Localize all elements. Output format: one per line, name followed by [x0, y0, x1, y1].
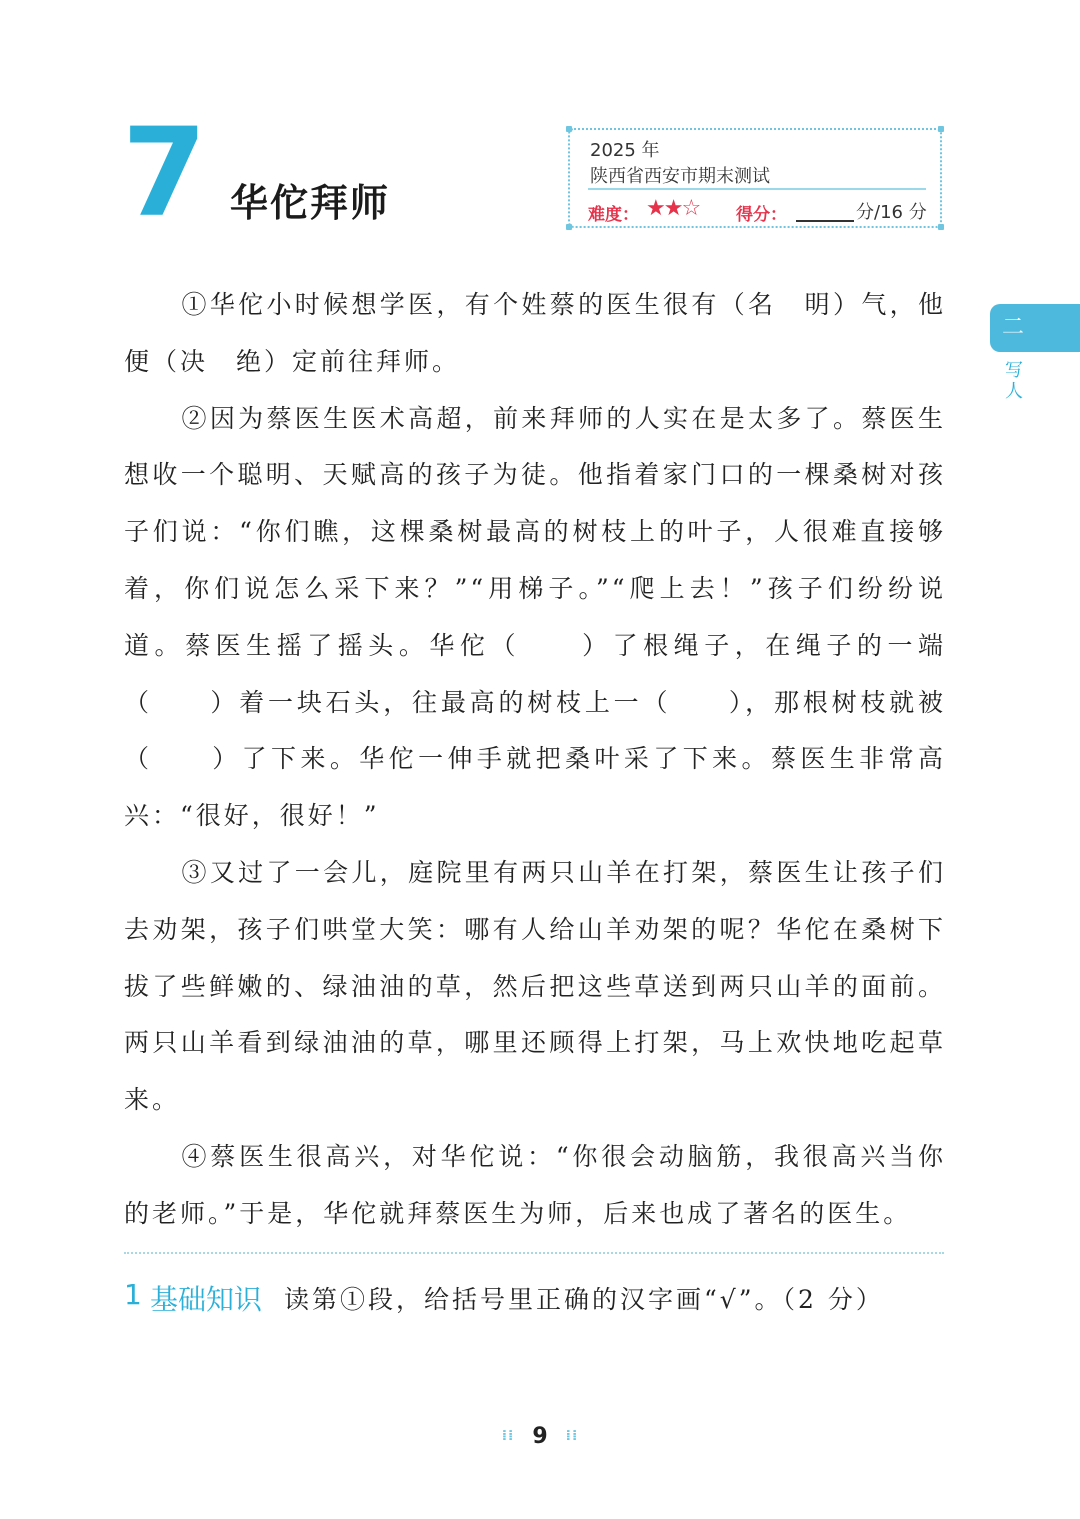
corner-decoration — [938, 224, 944, 230]
exam-year: 2025 年 — [590, 140, 660, 161]
lesson-number: 7 — [122, 102, 207, 244]
section-divider — [124, 1252, 944, 1254]
difficulty-label: 难度： — [588, 205, 639, 225]
score-label: 得分： — [736, 205, 787, 225]
dots-right-icon: ⁞⁞ — [565, 1428, 579, 1444]
question-text: 读第①段，给括号里正确的汉字画“√”。（2 分） — [284, 1285, 884, 1314]
corner-decoration — [566, 224, 572, 230]
lesson-title: 华佗拜师 — [230, 181, 391, 225]
page-footer — [0, 1424, 1080, 1449]
score-total: 分/16 分 — [856, 202, 927, 223]
difficulty-stars-icon: ★★☆ — [646, 196, 700, 221]
unit-tab[interactable]: 二 — [990, 304, 1080, 352]
paragraph-2: ②因为蔡医生医术高超，前来拜师的人实在是太多了。蔡医生想收一个聪明、天赋高的孩子为徒。他指着家门口的一棵桑树对孩子们说：“你们瞧，这棵桑树最高的树枝上的叶子，人很难直接够着，你们说怎么采下来？”“用梯子。”“爬上去！”孩子们纷纷说道。蔡医生摇了摇头。华佗（ ）了根绳子，在绳子的一端（ ）着一块石头，往最高的树枝上一（ ），那根树枝就被（ ）了下来。华佗一伸手就把桑叶采了下来。蔡医生非常高兴：“很好，很好！” — [124, 403, 946, 831]
question-category-tag: 基础知识 — [150, 1283, 263, 1316]
corner-decoration — [566, 126, 572, 132]
score-blank[interactable] — [796, 220, 854, 222]
corner-decoration — [938, 126, 944, 132]
paragraph-3: ③又过了一会儿，庭院里有两只山羊在打架，蔡医生让孩子们去劝架，孩子们哄堂大笑：哪有人给山羊劝架的呢？华佗在桑树下拔了些鲜嫩的、绿油油的草，然后把这些草送到两只山羊的面前。两只山羊看到绿油油的草，哪里还顾得上打架，马上欢快地吃起草来。 — [124, 857, 946, 1115]
page-number: 9 — [532, 1424, 548, 1449]
exam-info-box — [568, 128, 942, 228]
dots-left-icon: ⁞⁞ — [501, 1428, 515, 1444]
reading-passage — [124, 277, 946, 1243]
question-number: 1 — [124, 1278, 142, 1311]
paragraph-4: ④蔡医生很高兴，对华佗说：“你很会动脑筋，我很高兴当你的老师。”于是，华佗就拜蔡医生为师，后来也成了著名的医生。 — [124, 1141, 946, 1228]
exam-source: 陕西省西安市期末测试 — [590, 166, 770, 187]
unit-label: 写人 — [1005, 360, 1023, 402]
paragraph-1: ①华佗小时候想学医，有个姓蔡的医生很有（名 明）气，他便（决 绝）定前往拜师。 — [124, 290, 946, 376]
info-divider — [588, 188, 926, 190]
